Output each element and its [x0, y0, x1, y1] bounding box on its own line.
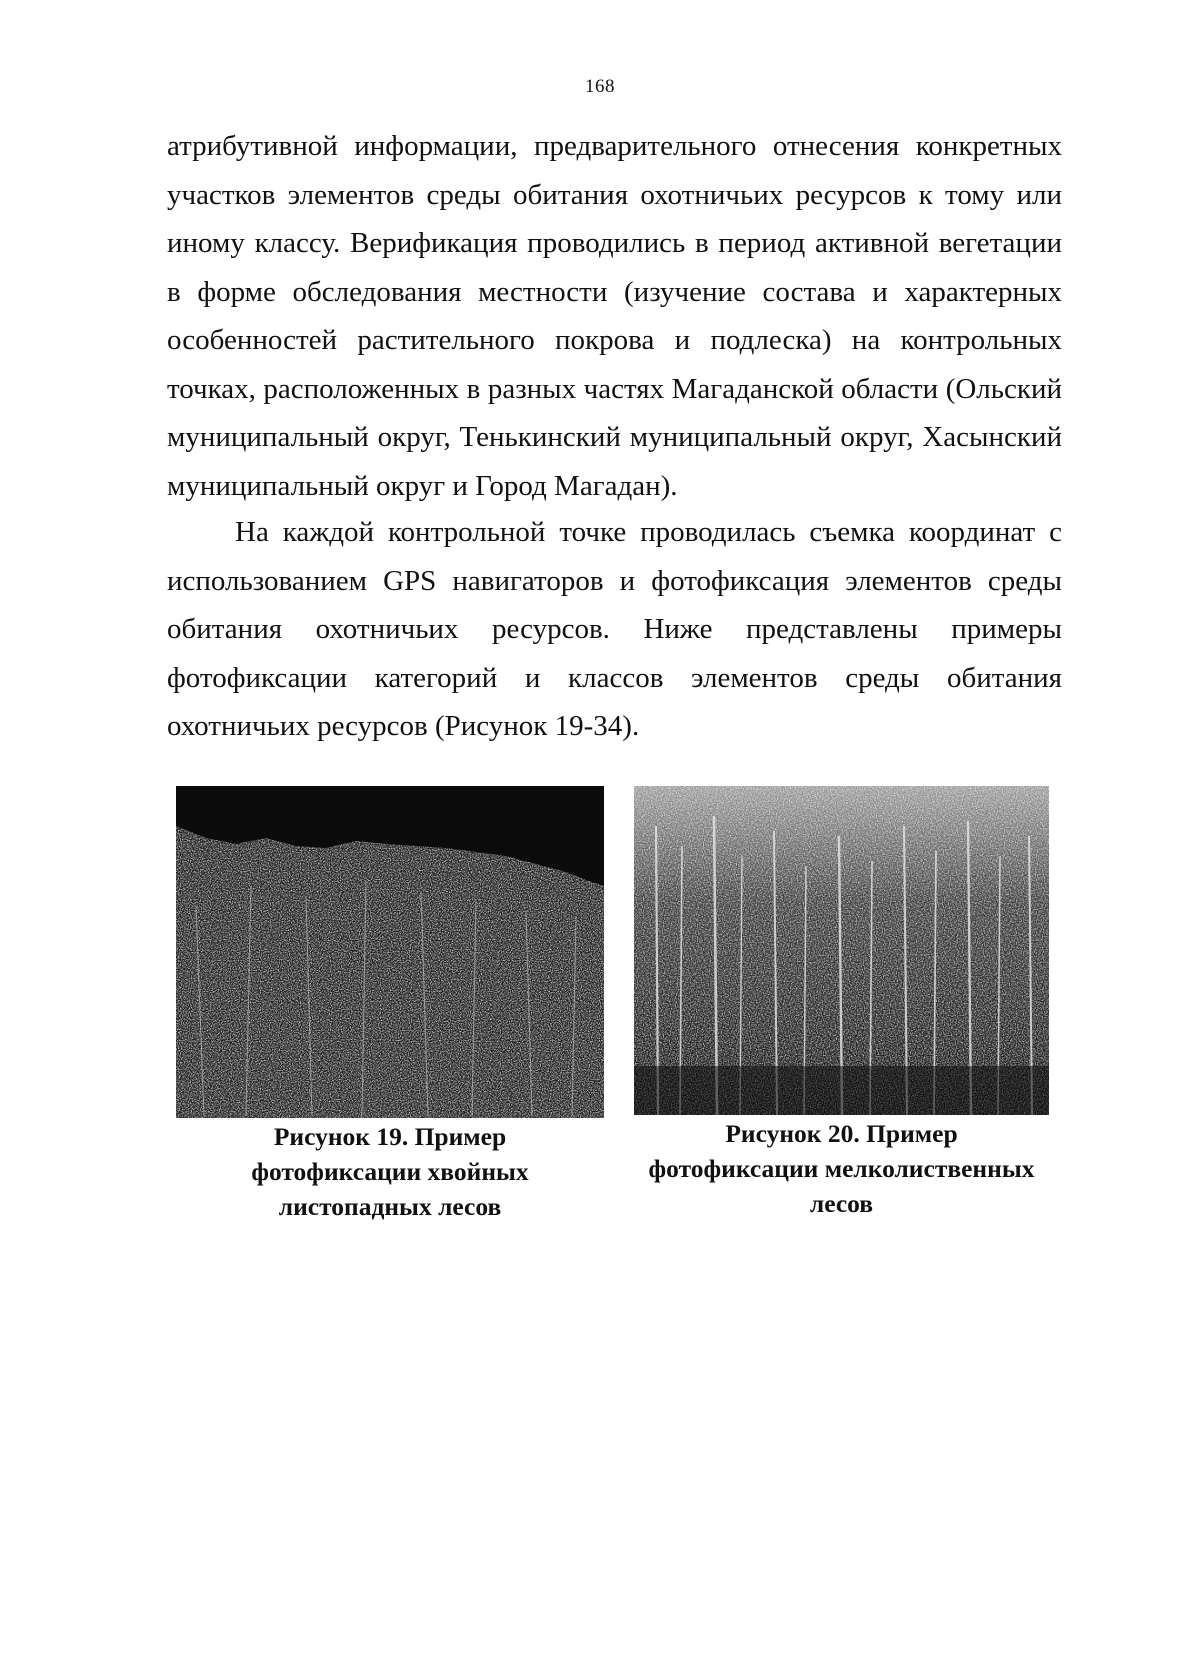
figure-20-caption-line-1: Рисунок 20. Пример — [725, 1119, 958, 1148]
paragraph-2: На каждой контрольной точке проводилась съемка координат с использованием GPS навигаторов и фотофиксация элементов среды обитания охотничьих ресурсов. Ниже представлены примеры фотофиксации категорий и классов элементов среды обитания охотничьих ресурсов (Рисунок 19-34). — [167, 516, 1062, 742]
figure-20-caption — [614, 1116, 1069, 1221]
page-number: 168 — [585, 76, 615, 97]
figure-19-caption-line-3: листопадных лесов — [278, 1192, 502, 1221]
figure-20-photo — [634, 786, 1049, 1115]
figure-20-caption-line-3: лесов — [809, 1189, 874, 1218]
figure-20-image — [634, 786, 1049, 1115]
figure-19-caption-line-2: фотофиксации хвойных — [251, 1157, 529, 1186]
figure-19-caption-line-1: Рисунок 19. Пример — [273, 1122, 507, 1151]
paragraph-1: атрибутивной информации, предварительного отнесения конкретных участков элементов среды обитания охотничьих ресурсов к тому или иному классу. Верификация проводились в период активной вегетации в форме обследования местности (изучение состава и характерных особенностей растительного покрова и подлеска) на контрольных точках, расположенных в разных частях Магаданской области (Ольский муниципальный округ, Тенькинский муниципальный округ, Хасынский муниципальный округ и Город Магадан). — [167, 130, 1062, 502]
figure-19-caption — [176, 1119, 604, 1224]
figure-20-caption-line-2: фотофиксации мелколиственных — [648, 1154, 1035, 1183]
figure-19-photo — [176, 786, 604, 1118]
figure-19-image — [176, 786, 604, 1118]
